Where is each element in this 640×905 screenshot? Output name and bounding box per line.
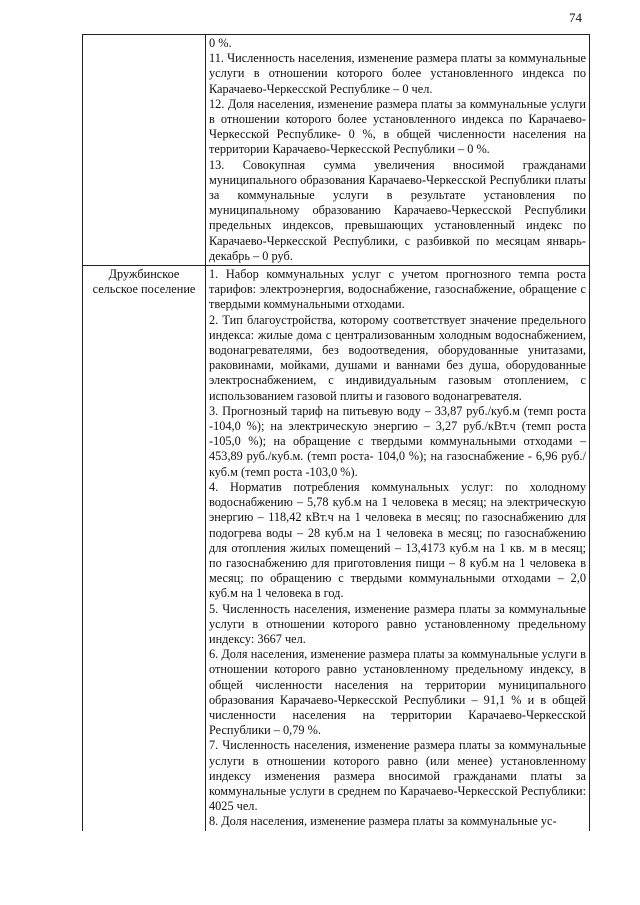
paragraph: 8. Доля населения, изменение размера платы за коммунальные ус-	[209, 814, 557, 829]
paragraph: 1. Набор коммунальных услуг с учетом прогнозного темпа роста тарифов: электроэнергия, водоснабжение, газоснабжение, обращение с твердыми коммунальными отходами.	[209, 267, 586, 312]
paragraph: 3. Прогнозный тариф на питьевую воду – 33,87 руб./куб.м (темп роста -104,0 %); на электрическую энергию – 3,27 руб./кВт.ч (темп роста -105,0 %); на обращение с твердыми коммунальными отходами – 453,89 руб./куб.м. (темп роста- 104,0 %); на газоснабжение - 6,96 руб./куб.м (темп роста -103,0 %).	[209, 403, 586, 479]
details-cell	[206, 266, 590, 831]
paragraph: 13. Совокупная сумма увеличения вносимой гражданами муниципального образования Карачаево-Черкесской Республики платы за коммунальные услуги в результате установления по муниципальному образованию Карачаево-Черкесской Республики предельных индексов, превышающих установленный индекс по Карачаево-Черкесской Республики, с разбивкой по месяцам январь-декабрь – 0 руб.	[209, 157, 586, 263]
table-row	[83, 35, 590, 266]
paragraph: 2. Тип благоустройства, которому соответствует значение предельного индекса: жилые дома с централизованным холодным водоснабжением, водонагревателями, без водоотведения, оборудованные унитазами, раковинами, мойками, душами и ваннами без душа, оборудованные электроснабжением, с индивидуальным газовым отоплением, с использованием газовой плиты и газового водонагревателя.	[209, 312, 586, 403]
table-row	[83, 266, 590, 831]
paragraph: 4. Норматив потребления коммунальных услуг: по холодному водоснабжению – 5,78 куб.м на 1 человека в месяц; на электрическую энергию – 118,42 кВт.ч на 1 человека в месяц; по газоснабжению для подогрева воды – 28 куб.м на 1 человека в месяц; по газоснабжению для отопления жилых помещений – 13,4173 куб.м на 1 кв. м в месяц; по газоснабжению для приготовления пищи – 8 куб.м на 1 человека в месяц; по обращению с твердыми коммунальными отходами – 2,0 куб.м на 1 человека в год.	[209, 479, 586, 601]
paragraph: 12. Доля населения, изменение размера платы за коммунальные услуги в отношении которого более установленного индекса по Карачаево-Черкесской Республике- 0 %, в общей численности населения на территории Карачаево-Черкесской Республики – 0 %.	[209, 96, 586, 157]
details-cell	[206, 35, 590, 266]
paragraph: 5. Численность населения, изменение размера платы за коммунальные услуги в отношении которого равно установленному предельному индексу: 3667 чел.	[209, 601, 586, 646]
settlement-cell	[83, 35, 206, 266]
paragraph: 6. Доля населения, изменение размера платы за коммунальные услуги в отношении которого равно установленному предельному индексу, в общей численности населения на территории муниципального образования Карачаево-Черкесской Республики – 91,1 % и в общей численности населения на территории Карачаево-Черкесской Республики – 0,79 %.	[209, 647, 586, 738]
document-table	[82, 34, 590, 831]
paragraph: 7. Численность населения, изменение размера платы за коммунальные услуги в отношении которого равно (или менее) установленному индексу изменения размера вносимой гражданами платы за коммунальные услуги в среднем по Карачаево-Черкесской Республики: 4025 чел.	[209, 738, 586, 814]
paragraph: 11. Численность населения, изменение размера платы за коммунальные услуги в отношении которого более установленного индекса по Карачаево-Черкесской Республике – 0 чел.	[209, 51, 586, 96]
page-number: 74	[569, 10, 582, 25]
settlement-cell: Дружбинское сельское поселение	[83, 266, 206, 831]
paragraph: 0 %.	[209, 36, 232, 50]
